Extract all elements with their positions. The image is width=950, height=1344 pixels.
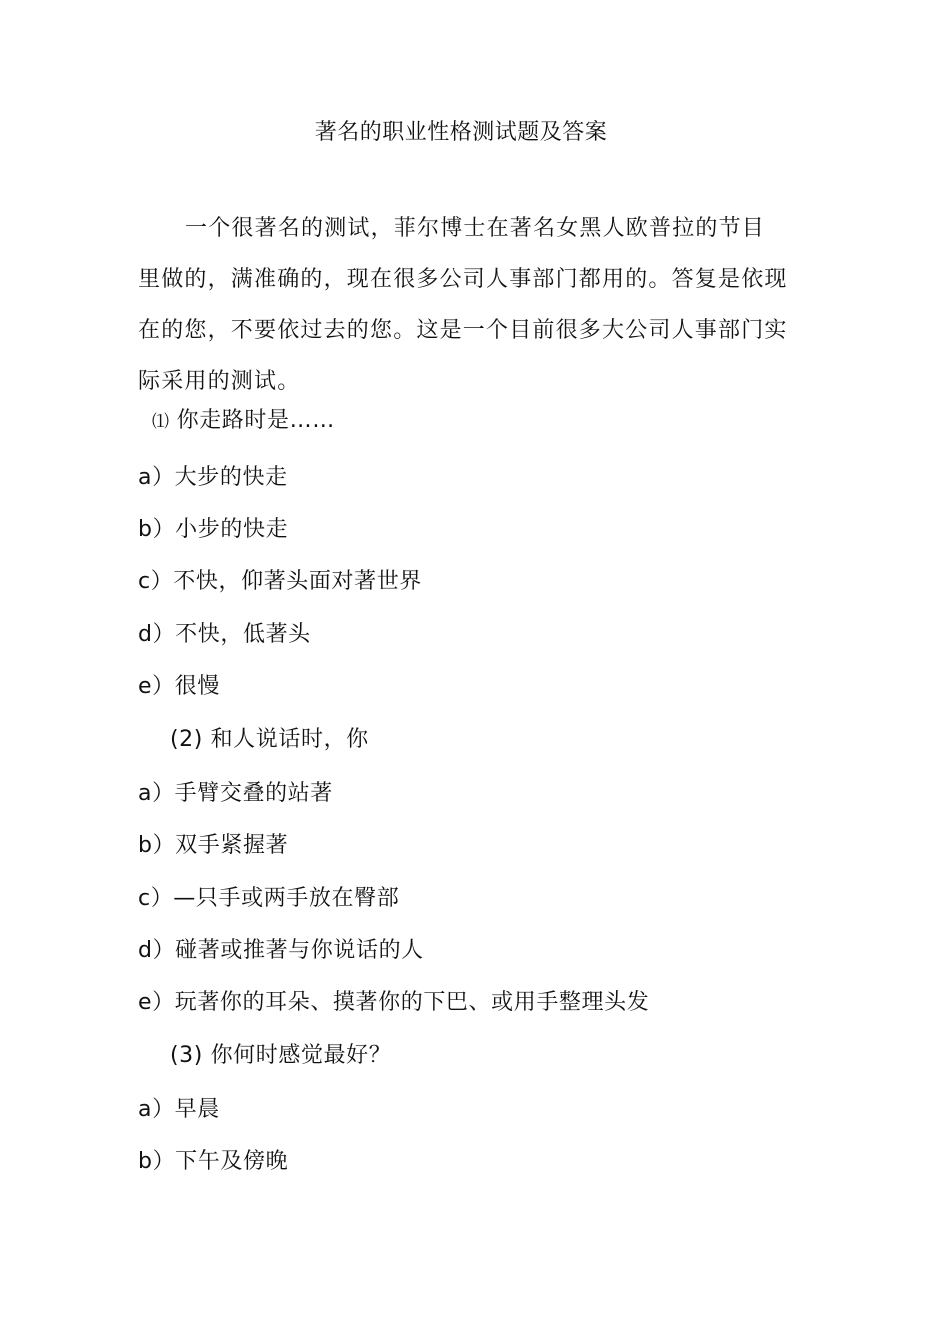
option-1e: e）很慢 — [138, 674, 220, 699]
question-1-number: ⑴ — [152, 412, 169, 432]
option-1c: c）不快，仰著头面对著世界 — [138, 569, 422, 594]
question-2-text: 和人说话时，你 — [210, 727, 369, 752]
question-2-number: (2) — [170, 727, 203, 752]
option-1b: b）小步的快走 — [138, 517, 289, 542]
intro-paragraph: 一个很著名的测试，菲尔博士在著名女黑人欧普拉的节目里做的，满准确的，现在很多公司人事部门都用的。答复是依现在的您，不要依过去的您。这是一个目前很多大公司人事部门实际采用的测试。 — [138, 216, 788, 394]
option-2c: c）—只手或两手放在臀部 — [138, 886, 400, 911]
question-3-number: (3) — [170, 1043, 203, 1068]
option-2a: a）手臂交叠的站著 — [138, 781, 333, 806]
option-3a: a）早晨 — [138, 1097, 220, 1122]
option-2b: b）双手紧握著 — [138, 833, 289, 858]
question-2 — [170, 725, 369, 755]
option-3b: b）下午及傍晚 — [138, 1149, 289, 1174]
option-1a: a）大步的快走 — [138, 465, 288, 490]
option-2d: d）碰著或推著与你说话的人 — [138, 938, 424, 963]
question-1-text: 你走路时是…… — [176, 408, 335, 433]
document-title: 著名的职业性格测试题及答案 — [314, 120, 608, 145]
question-3-text: 你何时感觉最好？ — [210, 1043, 392, 1068]
option-1d: d）不快，低著头 — [138, 622, 311, 647]
question-3 — [170, 1041, 391, 1071]
question-1 — [152, 406, 335, 437]
option-2e: e）玩著你的耳朵、摸著你的下巴、或用手整理头发 — [138, 990, 650, 1015]
